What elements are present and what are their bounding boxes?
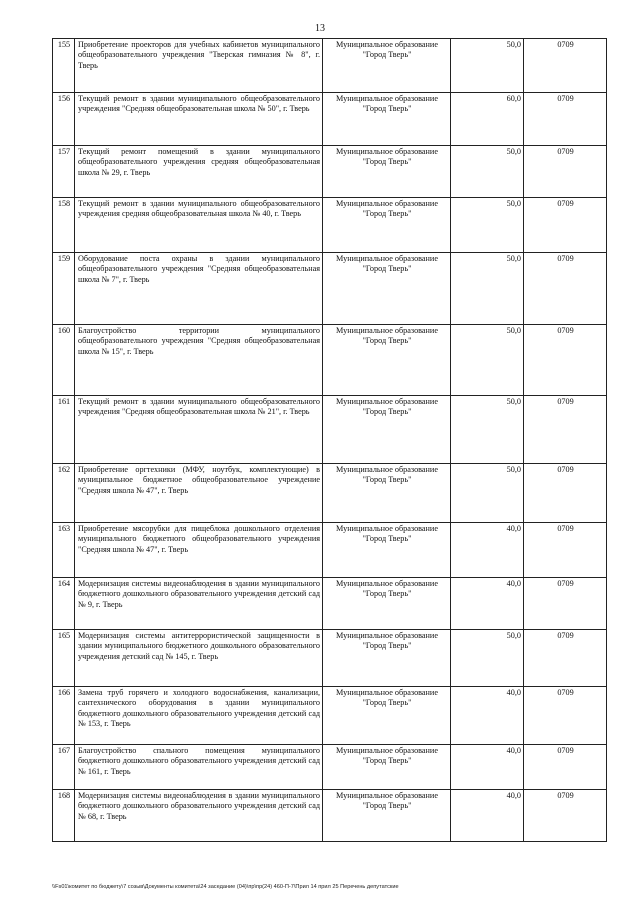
- row-amount: 50,0: [451, 253, 524, 325]
- row-number: 157: [53, 146, 75, 198]
- row-description: Модернизация системы видеонаблюдения в здании муниципального бюджетного дошкольного образовательного учреждения детский сад № 68, г. Тверь: [75, 790, 323, 842]
- row-amount: 60,0: [451, 93, 524, 146]
- row-description: Приобретение оргтехники (МФУ, ноутбук, комплектующие) в муниципальное бюджетное общеобразовательное учреждение "Средняя школа № 47", г. Тверь: [75, 464, 323, 523]
- page-number: 13: [315, 23, 325, 34]
- row-amount: 50,0: [451, 396, 524, 464]
- row-code: 0709: [524, 39, 607, 93]
- table-row: [53, 745, 607, 790]
- table-row: [53, 253, 607, 325]
- row-description: Приобретение мясорубки для пищеблока дошкольного отделения муниципального бюджетного общеобразовательного учреждения "Средняя школа № 47", г. Тверь: [75, 523, 323, 578]
- row-description: Благоустройство территории муниципального общеобразовательного учреждения "Средняя общеобразовательная школа № 15", г. Тверь: [75, 325, 323, 396]
- row-recipient: Муниципальное образование "Город Тверь": [323, 198, 451, 253]
- row-amount: 50,0: [451, 146, 524, 198]
- row-code: 0709: [524, 253, 607, 325]
- row-number: 164: [53, 578, 75, 630]
- row-recipient: Муниципальное образование "Город Тверь": [323, 687, 451, 745]
- row-code: 0709: [524, 464, 607, 523]
- row-amount: 50,0: [451, 198, 524, 253]
- row-code: 0709: [524, 630, 607, 687]
- row-code: 0709: [524, 687, 607, 745]
- row-number: 167: [53, 745, 75, 790]
- table-row: [53, 93, 607, 146]
- row-description: Приобретение проекторов для учебных кабинетов муниципального общеобразовательного учреждения "Тверская гимназия № 8", г. Тверь: [75, 39, 323, 93]
- row-code: 0709: [524, 396, 607, 464]
- row-amount: 40,0: [451, 745, 524, 790]
- row-number: 163: [53, 523, 75, 578]
- row-description: Текущий ремонт в здании муниципального общеобразовательного учреждения "Средняя общеобразовательная школа № 21", г. Тверь: [75, 396, 323, 464]
- row-recipient: Муниципальное образование "Город Тверь": [323, 93, 451, 146]
- row-description: Оборудование поста охраны в здании муниципального общеобразовательного учреждения "Средняя общеобразовательная школа № 7", г. Тверь: [75, 253, 323, 325]
- row-number: 162: [53, 464, 75, 523]
- table-row: [53, 39, 607, 93]
- table-row: [53, 523, 607, 578]
- row-code: 0709: [524, 146, 607, 198]
- row-recipient: Муниципальное образование "Город Тверь": [323, 790, 451, 842]
- row-amount: 50,0: [451, 39, 524, 93]
- table-row: [53, 198, 607, 253]
- row-number: 165: [53, 630, 75, 687]
- row-description: Текущий ремонт в здании муниципального общеобразовательного учреждения "Средняя общеобразовательная школа № 50", г. Тверь: [75, 93, 323, 146]
- row-code: 0709: [524, 523, 607, 578]
- row-recipient: Муниципальное образование "Город Тверь": [323, 630, 451, 687]
- row-number: 161: [53, 396, 75, 464]
- row-amount: 40,0: [451, 687, 524, 745]
- row-description: Модернизация системы антитеррористической защищенности в здании муниципального бюджетного дошкольного образовательного учреждения детский сад № 145, г. Тверь: [75, 630, 323, 687]
- row-number: 160: [53, 325, 75, 396]
- row-number: 156: [53, 93, 75, 146]
- row-recipient: Муниципальное образование "Город Тверь": [323, 146, 451, 198]
- row-description: Текущий ремонт в здании муниципального общеобразовательного учреждения средняя общеобразовательная школа № 40, г. Тверь: [75, 198, 323, 253]
- row-code: 0709: [524, 578, 607, 630]
- row-description: Замена труб горячего и холодного водоснабжения, канализации, сантехнического оборудования в здании муниципального бюджетного дошкольного образовательного учреждения детский сад № 153, г. Тверь: [75, 687, 323, 745]
- row-amount: 50,0: [451, 464, 524, 523]
- row-amount: 50,0: [451, 630, 524, 687]
- table-row: [53, 396, 607, 464]
- row-amount: 40,0: [451, 523, 524, 578]
- row-amount: 40,0: [451, 790, 524, 842]
- row-number: 166: [53, 687, 75, 745]
- row-recipient: Муниципальное образование "Город Тверь": [323, 396, 451, 464]
- row-recipient: Муниципальное образование "Город Тверь": [323, 523, 451, 578]
- table-row: [53, 464, 607, 523]
- appropriations-table: [52, 38, 607, 842]
- row-recipient: Муниципальное образование "Город Тверь": [323, 464, 451, 523]
- row-number: 168: [53, 790, 75, 842]
- row-recipient: Муниципальное образование "Город Тверь": [323, 745, 451, 790]
- footer-file-path: \\Fs01\комитет по бюджету\7 созыв\Документы комитета\24 заседание (04)\пр\пр(24) 460-П-7\Прил 14 прил 25 Перечень депутатские: [52, 884, 399, 890]
- row-recipient: Муниципальное образование "Город Тверь": [323, 578, 451, 630]
- row-code: 0709: [524, 745, 607, 790]
- row-amount: 40,0: [451, 578, 524, 630]
- row-code: 0709: [524, 790, 607, 842]
- row-code: 0709: [524, 93, 607, 146]
- row-number: 158: [53, 198, 75, 253]
- row-code: 0709: [524, 325, 607, 396]
- row-code: 0709: [524, 198, 607, 253]
- row-description: Благоустройство спального помещения муниципального бюджетного дошкольного образовательного учреждения детский сад № 161, г. Тверь: [75, 745, 323, 790]
- row-number: 159: [53, 253, 75, 325]
- table-row: [53, 630, 607, 687]
- table-row: [53, 325, 607, 396]
- row-recipient: Муниципальное образование "Город Тверь": [323, 325, 451, 396]
- row-amount: 50,0: [451, 325, 524, 396]
- row-description: Модернизация системы видеонаблюдения в здании муниципального бюджетного дошкольного образовательного учреждения детский сад № 9, г. Тверь: [75, 578, 323, 630]
- table-row: [53, 146, 607, 198]
- row-description: Текущий ремонт помещений в здании муниципального общеобразовательного учреждения средняя общеобразовательная школа № 29, г. Тверь: [75, 146, 323, 198]
- row-recipient: Муниципальное образование "Город Тверь": [323, 253, 451, 325]
- table-row: [53, 790, 607, 842]
- table-row: [53, 578, 607, 630]
- row-number: 155: [53, 39, 75, 93]
- table-row: [53, 687, 607, 745]
- row-recipient: Муниципальное образование "Город Тверь": [323, 39, 451, 93]
